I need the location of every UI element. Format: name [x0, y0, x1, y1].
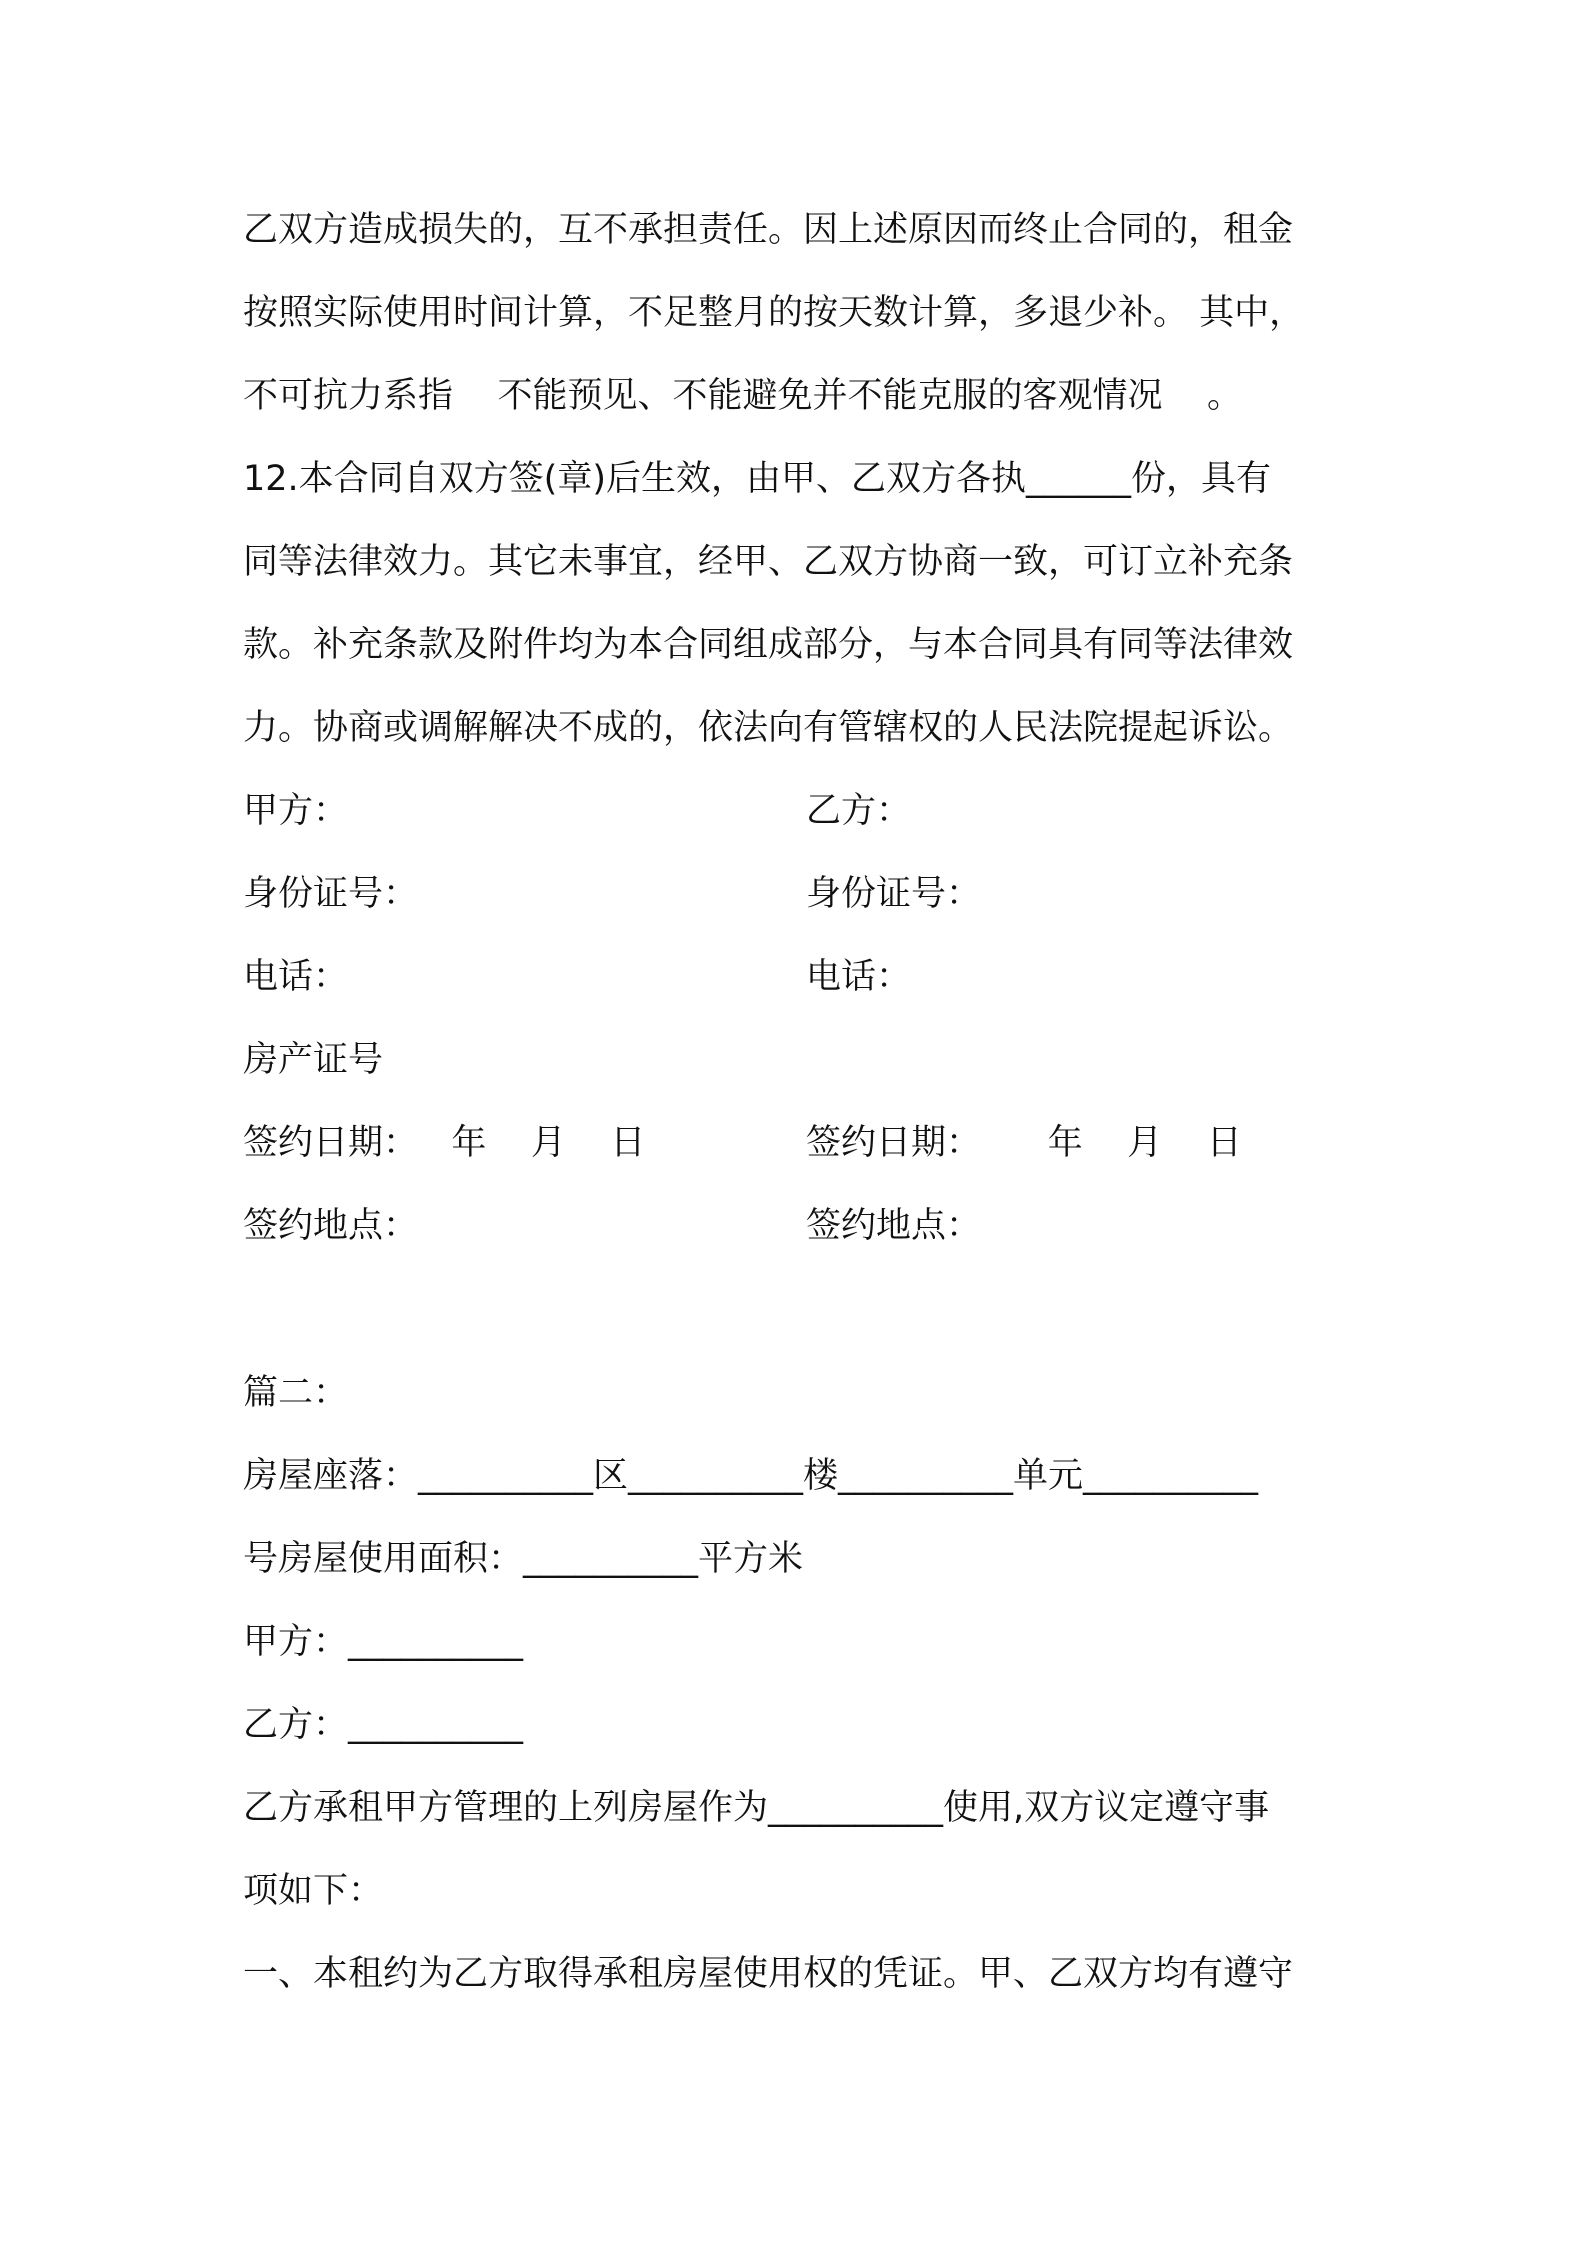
- paragraph-line: 力。协商或调解解决不成的，依法向有管辖权的人民法院提起诉讼。: [243, 708, 1294, 748]
- party-b-label: 乙方：: [806, 791, 912, 831]
- party-a-label: 甲方：: [243, 791, 349, 831]
- party-a-id-label: 身份证号：: [243, 874, 419, 914]
- paragraph-line: 项如下：: [243, 1871, 384, 1911]
- paragraph-line: 按照实际使用时间计算，不足整月的按天数计算，多退少补。 其中，: [243, 293, 1305, 333]
- property-cert-label: 房产证号: [243, 1040, 384, 1080]
- section-heading: 篇二：: [243, 1373, 349, 1413]
- property-location-line: 房屋座落：__________区__________楼__________单元__________: [243, 1456, 1259, 1496]
- party-a-sign-date: 签约日期： 年 月 日: [243, 1123, 646, 1163]
- property-area-line: 号房屋使用面积：__________平方米: [243, 1539, 804, 1579]
- party-a-phone-label: 电话：: [243, 957, 349, 997]
- paragraph-line: 一、本租约为乙方取得承租房屋使用权的凭证。甲、乙双方均有遵守: [243, 1954, 1294, 1994]
- party-b-sign-place: 签约地点：: [806, 1206, 982, 1246]
- paragraph-line: 乙双方造成损失的，互不承担责任。因上述原因而终止合同的，租金: [243, 210, 1294, 250]
- party-a-sign-place: 签约地点：: [243, 1206, 419, 1246]
- party-b-line: 乙方：__________: [243, 1705, 524, 1745]
- paragraph-line: 款。补充条款及附件均为本合同组成部分，与本合同具有同等法律效: [243, 625, 1294, 665]
- paragraph-line: 12.本合同自双方签(章)后生效，由甲、乙双方各执______份，具有: [243, 459, 1271, 499]
- paragraph-line: 同等法律效力。其它未事宜，经甲、乙双方协商一致，可订立补充条: [243, 542, 1294, 582]
- party-b-sign-date: 签约日期： 年 月 日: [806, 1123, 1242, 1163]
- paragraph-line: 乙方承租甲方管理的上列房屋作为__________使用,双方议定遵守事: [243, 1788, 1270, 1828]
- party-b-phone-label: 电话：: [806, 957, 912, 997]
- paragraph-line: 不可抗力系指 不能预见、不能避免并不能克服的客观情况 。: [243, 376, 1243, 416]
- party-b-id-label: 身份证号：: [806, 874, 982, 914]
- party-a-line: 甲方：__________: [243, 1622, 524, 1662]
